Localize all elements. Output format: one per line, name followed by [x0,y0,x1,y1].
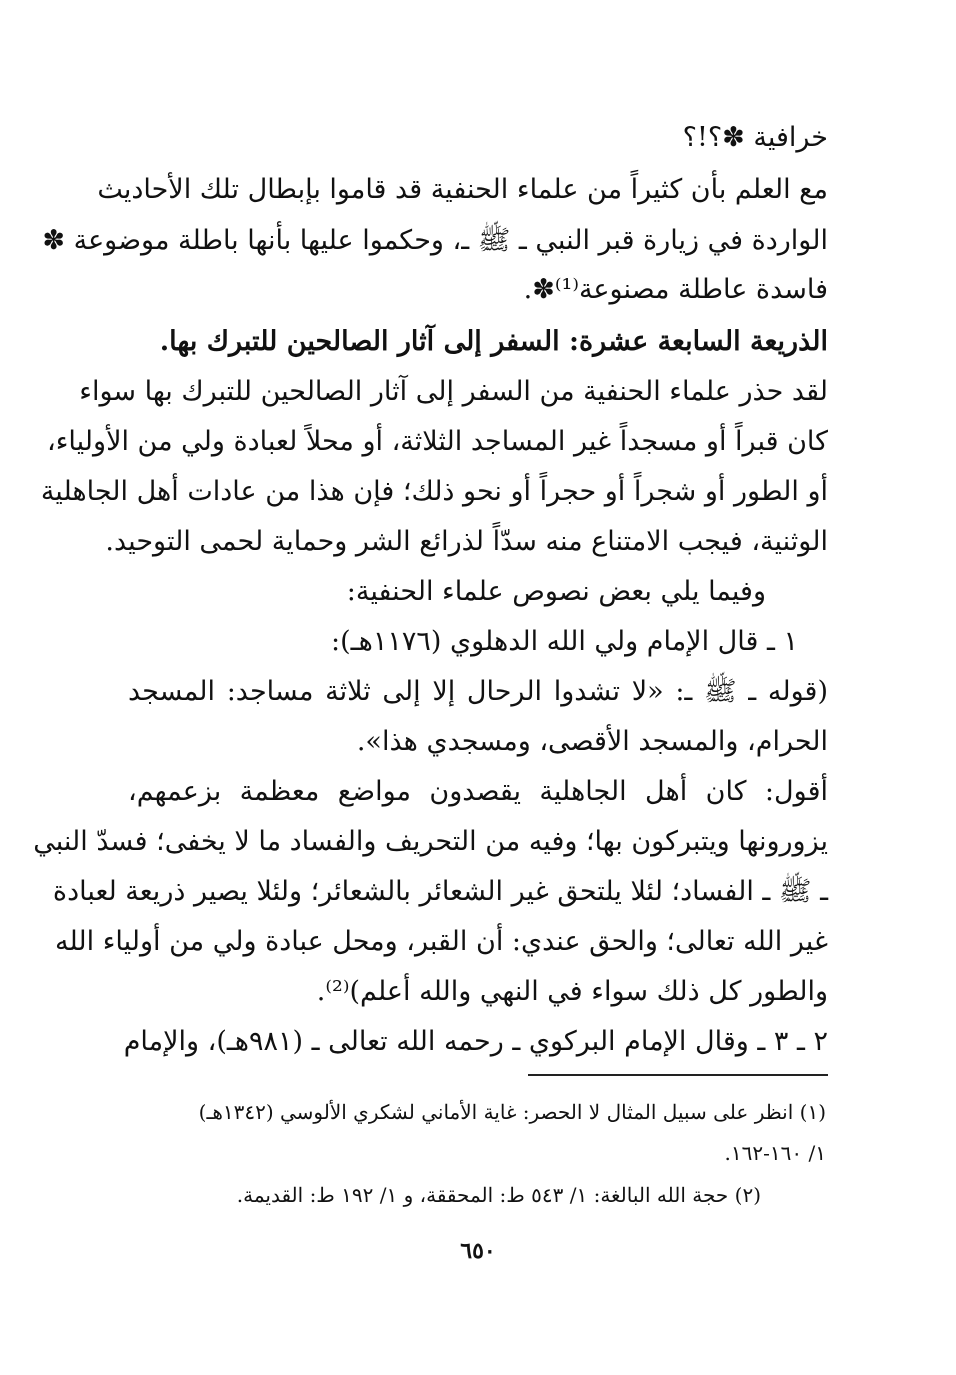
footnote-divider [528,1074,828,1076]
text-line: كان قبراً أو مسجداً غير المساجد الثلاثة، أو محلاً لعبادة ولي من الأولياء، [47,426,828,457]
text-line: خرافية ✽؟!؟ [682,122,828,153]
text-line: والطور كل ذلك سواء في النهي والله أعلم)⁽²⁾. [316,976,828,1007]
footnote-line: (١) انظر على سبيل المثال لا الحصر: غاية الأماني لشكري الألوسي (١٣٤٢هـ) [198,1100,826,1124]
text-line: لقد حذر علماء الحنفية من السفر إلى آثار الصالحين للتبرك بها سواء [79,376,828,407]
text-line: يزورونها ويتبركون بها؛ وفيه من التحريف والفساد ما لا يخفى؛ فسدّ النبي [33,826,828,857]
text-line: (قوله ـ ﷺ ـ: «لا تشدوا الرحال إلا إلى ثلاثة مساجد: المسجد [128,676,828,707]
text-line: ـ ﷺ ـ الفساد؛ لئلا يلتحق غير الشعائر بالشعائر؛ ولئلا يصير ذريعة لعبادة [52,876,828,907]
text-line: أو الطور أو شجراً أو حجراً أو نحو ذلك؛ فإن هذا من عادات أهل الجاهلية [40,476,828,507]
text-line: وفيما يلي بعض نصوص علماء الحنفية: [346,576,766,607]
text-line: غير الله تعالى؛ والحق عندي: أن القبر، ومحل عبادة ولي من أولياء الله [54,926,828,957]
text-line: الواردة في زيارة قبر النبي ـ ﷺ ـ، وحكموا عليها بأنها باطلة موضوعة ✽ [42,225,828,256]
page-number: ٦٥٠ [460,1238,496,1264]
text-line: الوثنية، فيجب الامتناع منه سدّاً لذرائع الشر وحماية لحمى التوحيد. [105,526,828,557]
text-line: ١ ـ قال الإمام ولي الله الدهلوي (١١٧٦هـ): [331,626,798,657]
section-heading: الذريعة السابعة عشرة: السفر إلى آثار الصالحين للتبرك بها. [159,326,828,357]
text-line: فاسدة عاطلة مصنوعة⁽¹⁾✽. [523,274,828,305]
text-line: ٢ ـ ٣ ـ وقال الإمام البركوي ـ رحمه الله تعالى ـ (٩٨١هـ)، والإمام [123,1026,828,1057]
text-line: أقول: كان أهل الجاهلية يقصدون مواضع معظمة بزعمهم، [128,776,828,807]
text-line: مع العلم بأن كثيراً من علماء الحنفية قد قاموا بإبطال تلك الأحاديث [97,174,828,205]
footnote-line: (٢) حجة الله البالغة: ١/ ٥٤٣ ط: المحققة، و ١/ ١٩٢ ط: القديمة. [236,1183,761,1207]
text-line: الحرام، والمسجد الأقصى، ومسجدي هذا». [356,726,828,757]
footnote-line: ١/ ١٦٠-١٦٢. [724,1141,826,1165]
